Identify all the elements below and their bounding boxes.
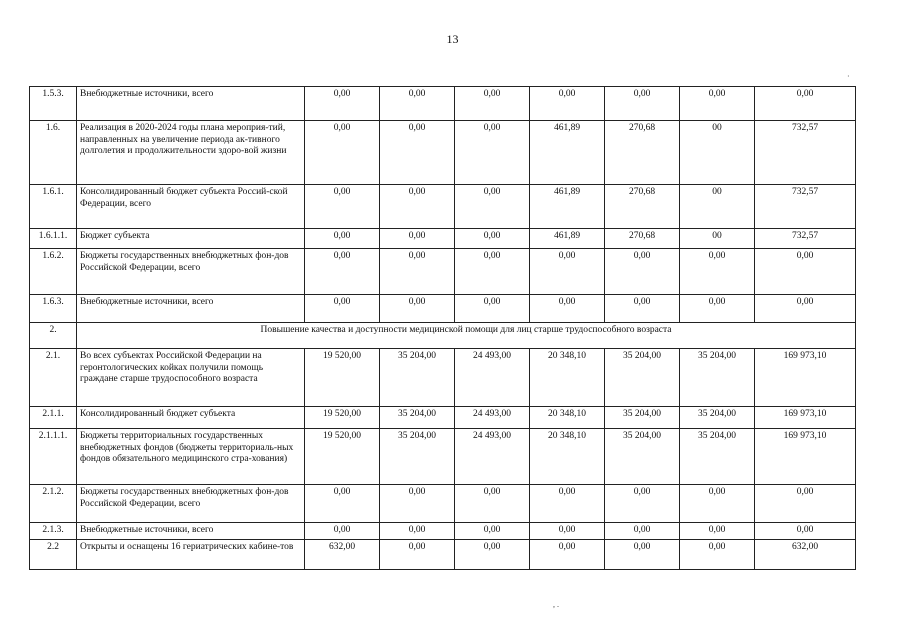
row-value: 0,00 — [380, 485, 455, 523]
table-row — [30, 121, 856, 185]
row-value: 35 204,00 — [380, 429, 455, 485]
row-code: 1.6. — [30, 121, 77, 185]
row-value: 0,00 — [380, 539, 455, 569]
row-value: 24 493,00 — [455, 349, 530, 407]
row-value: 0,00 — [380, 121, 455, 185]
table-section-header — [30, 323, 856, 349]
row-name: Открыты и оснащены 16 гериатрических кабине-тов — [77, 539, 305, 569]
row-value: 732,57 — [755, 229, 856, 249]
row-name: Внебюджетные источники, всего — [77, 523, 305, 540]
row-value: 632,00 — [305, 539, 380, 569]
row-code: 1.6.1. — [30, 185, 77, 229]
row-value: 0,00 — [305, 295, 380, 323]
section-title: Повышение качества и доступности медицинской помощи для лиц старше трудоспособного возраста — [77, 323, 856, 349]
row-value: 24 493,00 — [455, 407, 530, 429]
row-value: 0,00 — [530, 249, 605, 295]
row-value: 0,00 — [755, 485, 856, 523]
row-value: 0,00 — [455, 229, 530, 249]
row-name: Внебюджетные источники, всего — [77, 295, 305, 323]
row-value: 632,00 — [755, 539, 856, 569]
row-name: Бюджеты государственных внебюджетных фон-дов Российской Федерации, всего — [77, 249, 305, 295]
row-name: Реализация в 2020-2024 годы плана мероприя-тий, направленных на увеличение периода ак-тивного долголетия и продолжительности здоро-вой жизни — [77, 121, 305, 185]
row-value: 0,00 — [305, 185, 380, 229]
row-value: 0,00 — [380, 87, 455, 121]
row-value: 0,00 — [605, 249, 680, 295]
row-value: 169 973,10 — [755, 407, 856, 429]
row-value: 0,00 — [455, 185, 530, 229]
row-value: 169 973,10 — [755, 349, 856, 407]
row-value: 0,00 — [455, 121, 530, 185]
row-value: 0,00 — [380, 229, 455, 249]
row-value: 461,89 — [530, 185, 605, 229]
row-value: 0,00 — [305, 87, 380, 121]
row-value: 19 520,00 — [305, 407, 380, 429]
row-value: 732,57 — [755, 185, 856, 229]
row-value: 0,00 — [530, 485, 605, 523]
row-value: 20 348,10 — [530, 429, 605, 485]
row-value: 0,00 — [455, 87, 530, 121]
row-value: 35 204,00 — [380, 407, 455, 429]
row-value: 0,00 — [305, 249, 380, 295]
row-value: 0,00 — [755, 295, 856, 323]
row-code: 1.6.3. — [30, 295, 77, 323]
row-value: 0,00 — [305, 229, 380, 249]
row-value: 0,00 — [605, 523, 680, 540]
row-value: 0,00 — [755, 87, 856, 121]
row-value: 35 204,00 — [680, 349, 755, 407]
row-value: 270,68 — [605, 185, 680, 229]
row-value: 00 — [680, 121, 755, 185]
row-value: 0,00 — [530, 295, 605, 323]
row-value: 0,00 — [530, 523, 605, 540]
page-number: 13 — [446, 32, 459, 46]
table-row — [30, 323, 856, 349]
row-value: 0,00 — [680, 523, 755, 540]
table-row — [30, 429, 856, 485]
table-body-section-2 — [30, 349, 856, 570]
row-value: 0,00 — [680, 87, 755, 121]
table-row — [30, 87, 856, 121]
row-value: 0,00 — [380, 295, 455, 323]
row-value: 461,89 — [530, 229, 605, 249]
row-code: 1.6.1.1. — [30, 229, 77, 249]
row-code: 1.6.2. — [30, 249, 77, 295]
row-value: 0,00 — [455, 539, 530, 569]
row-code: 2.1.1.1. — [30, 429, 77, 485]
row-value: 0,00 — [305, 121, 380, 185]
row-value: 35 204,00 — [605, 407, 680, 429]
row-value: 0,00 — [380, 523, 455, 540]
row-code: 2.2 — [30, 539, 77, 569]
table-row — [30, 523, 856, 540]
row-code: 2.1.1. — [30, 407, 77, 429]
row-name: Консолидированный бюджет субъекта — [77, 407, 305, 429]
row-value: 35 204,00 — [680, 429, 755, 485]
row-value: 0,00 — [605, 87, 680, 121]
row-value: 0,00 — [755, 249, 856, 295]
row-value: 0,00 — [605, 539, 680, 569]
row-value: 35 204,00 — [605, 429, 680, 485]
row-value: 0,00 — [605, 295, 680, 323]
row-code: 2.1. — [30, 349, 77, 407]
row-code: 2.1.3. — [30, 523, 77, 540]
row-value: 35 204,00 — [380, 349, 455, 407]
scan-speck: , . — [553, 600, 559, 609]
row-value: 0,00 — [680, 249, 755, 295]
row-value: 19 520,00 — [305, 349, 380, 407]
table-row — [30, 539, 856, 569]
row-name: Консолидированный бюджет субъекта Россий-ской Федерации, всего — [77, 185, 305, 229]
scan-speck: · — [847, 72, 850, 81]
row-value: 00 — [680, 185, 755, 229]
row-value: 0,00 — [305, 523, 380, 540]
row-name: Во всех субъектах Российской Федерации на геронтологических койках получили помощь граждане старше трудоспособного возраста — [77, 349, 305, 407]
row-value: 20 348,10 — [530, 407, 605, 429]
row-value: 0,00 — [380, 249, 455, 295]
table-row — [30, 349, 856, 407]
row-name: Внебюджетные источники, всего — [77, 87, 305, 121]
row-code: 2.1.2. — [30, 485, 77, 523]
row-name: Бюджеты территориальных государственных внебюджетных фондов (бюджеты территориаль-ных фондов обязательного медицинского стра-хования) — [77, 429, 305, 485]
row-value: 461,89 — [530, 121, 605, 185]
row-value: 0,00 — [455, 485, 530, 523]
budget-table — [29, 86, 856, 570]
table-row — [30, 485, 856, 523]
row-value: 0,00 — [530, 87, 605, 121]
row-value: 0,00 — [680, 539, 755, 569]
row-value: 0,00 — [605, 485, 680, 523]
row-value: 35 204,00 — [680, 407, 755, 429]
table-row — [30, 407, 856, 429]
row-code: 1.5.3. — [30, 87, 77, 121]
table-row — [30, 249, 856, 295]
row-value: 0,00 — [680, 295, 755, 323]
row-value: 24 493,00 — [455, 429, 530, 485]
row-value: 169 973,10 — [755, 429, 856, 485]
table-row — [30, 185, 856, 229]
table-body-section-1 — [30, 87, 856, 323]
row-value: 270,68 — [605, 121, 680, 185]
row-value: 0,00 — [455, 295, 530, 323]
row-value: 270,68 — [605, 229, 680, 249]
row-code: 2. — [30, 323, 77, 349]
row-value: 0,00 — [455, 523, 530, 540]
row-value: 0,00 — [305, 485, 380, 523]
row-value: 19 520,00 — [305, 429, 380, 485]
table-row — [30, 229, 856, 249]
row-value: 0,00 — [755, 523, 856, 540]
row-value: 35 204,00 — [605, 349, 680, 407]
row-value: 00 — [680, 229, 755, 249]
row-name: Бюджет субъекта — [77, 229, 305, 249]
row-value: 0,00 — [455, 249, 530, 295]
row-value: 0,00 — [380, 185, 455, 229]
row-value: 0,00 — [530, 539, 605, 569]
table-row — [30, 295, 856, 323]
row-value: 0,00 — [680, 485, 755, 523]
row-value: 732,57 — [755, 121, 856, 185]
row-name: Бюджеты государственных внебюджетных фон-дов Российской Федерации, всего — [77, 485, 305, 523]
row-value: 20 348,10 — [530, 349, 605, 407]
